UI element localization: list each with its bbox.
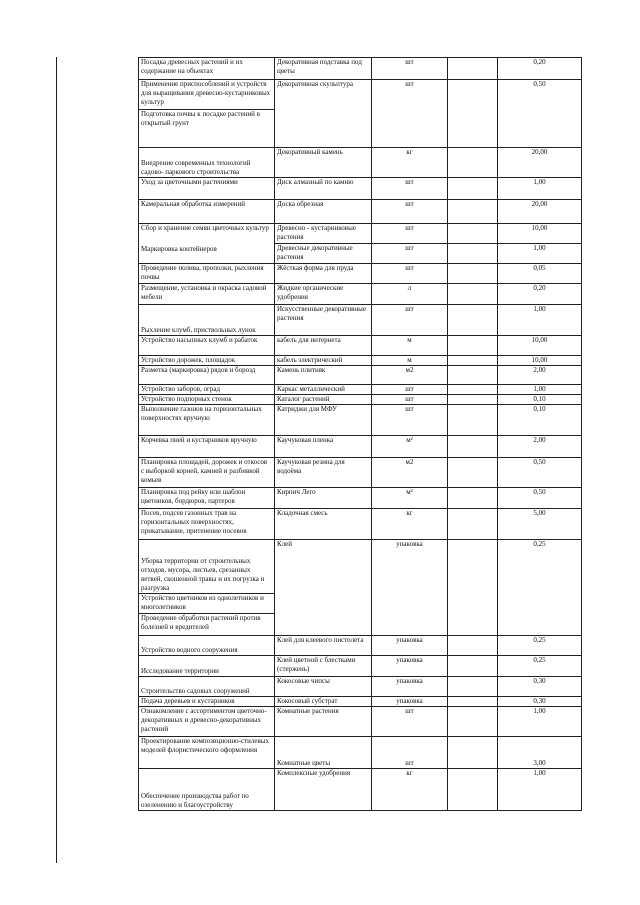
empty-cell bbox=[448, 244, 498, 264]
empty-cell bbox=[448, 509, 498, 540]
item-name-cell: Доска обрезная bbox=[275, 200, 372, 224]
empty-cell bbox=[448, 336, 498, 356]
item-qty-cell: 1,00 bbox=[498, 244, 582, 264]
item-name-cell: Декоративная скульптура bbox=[275, 80, 372, 148]
item-name-cell: Декоративный камень bbox=[275, 148, 372, 178]
item-name-cell: Каркас металлический bbox=[275, 385, 372, 395]
item-unit-cell: упаковка bbox=[372, 697, 448, 707]
item-qty-cell: 0,50 bbox=[498, 458, 582, 488]
work-cell: Корчевка пней и кустарников вручную bbox=[139, 436, 275, 458]
item-qty-cell: 0,50 bbox=[498, 80, 582, 148]
work-cell: Устройство насыпных клумб и рабаток bbox=[139, 336, 275, 356]
empty-cell bbox=[448, 656, 498, 677]
work-cell: Внедрение современных технологий садово- паркового строительства bbox=[139, 148, 275, 178]
empty-cell bbox=[448, 200, 498, 224]
empty-cell bbox=[448, 366, 498, 385]
item-name-cell: Каталог растений bbox=[275, 395, 372, 405]
table-row bbox=[139, 385, 582, 395]
table-row bbox=[139, 436, 582, 458]
item-qty-cell: 20,00 bbox=[498, 200, 582, 224]
empty-cell bbox=[448, 148, 498, 178]
item-unit-cell: шт bbox=[372, 178, 448, 200]
work-cell: Проведение обработки растений против болезней и вредителей bbox=[139, 614, 275, 636]
work-cell: Обеспечение производства работ по озеленению и благоустройству bbox=[139, 769, 275, 811]
table-row bbox=[139, 677, 582, 697]
empty-cell bbox=[448, 677, 498, 697]
item-name-cell: Декоративная подставка под цветы bbox=[275, 58, 372, 80]
work-cell: Устройство дорожек, площадок bbox=[139, 356, 275, 366]
item-qty-cell: 0,05 bbox=[498, 264, 582, 284]
item-unit-cell: шт bbox=[372, 264, 448, 284]
table-row bbox=[139, 509, 582, 540]
work-cell: Подача деревьев и кустарников bbox=[139, 697, 275, 707]
item-name-cell: Комнатные растения bbox=[275, 707, 372, 737]
work-cell bbox=[139, 224, 275, 264]
item-unit-cell: кг bbox=[372, 509, 448, 540]
item-qty-cell: 10,00 bbox=[498, 224, 582, 244]
item-unit-cell: шт bbox=[372, 305, 448, 336]
item-unit-cell: шт bbox=[372, 58, 448, 80]
table-row bbox=[139, 737, 582, 769]
table-row bbox=[139, 264, 582, 284]
item-unit-cell: упаковка bbox=[372, 636, 448, 656]
empty-cell bbox=[448, 395, 498, 405]
item-unit-cell: м2 bbox=[372, 366, 448, 385]
empty-cell bbox=[448, 224, 498, 244]
table-row bbox=[139, 178, 582, 200]
item-name-cell: кабель электрический bbox=[275, 356, 372, 366]
item-qty-cell: 0,50 bbox=[498, 488, 582, 509]
work-cell: Рыхление клумб, приствольных лунок bbox=[139, 305, 275, 336]
item-qty-cell: 0,10 bbox=[498, 395, 582, 405]
empty-cell bbox=[448, 737, 498, 769]
table-row bbox=[139, 356, 582, 366]
table-row bbox=[139, 458, 582, 488]
item-name-cell: кабель для интернета bbox=[275, 336, 372, 356]
work-cell: Строительство садовых сооружений bbox=[139, 677, 275, 697]
table-row bbox=[139, 336, 582, 356]
item-qty-cell: 1,00 bbox=[498, 385, 582, 395]
empty-cell bbox=[448, 769, 498, 811]
table-row bbox=[139, 395, 582, 405]
item-qty-cell: 1,00 bbox=[498, 178, 582, 200]
empty-cell bbox=[448, 58, 498, 80]
table-row bbox=[139, 58, 582, 80]
work-cell: Уход за цветочными растениями bbox=[139, 178, 275, 200]
item-unit-cell: шт bbox=[372, 244, 448, 264]
item-name-cell: Кокосовые чипсы bbox=[275, 677, 372, 697]
item-name-cell: Диск алмазный по камню bbox=[275, 178, 372, 200]
item-unit-cell: упаковка bbox=[372, 540, 448, 636]
empty-cell bbox=[448, 284, 498, 305]
item-unit-cell: л bbox=[372, 284, 448, 305]
item-qty-cell: 0,30 bbox=[498, 697, 582, 707]
work-cell: Ознакомление с ассортиментом цветочно-декоративных и древесно-декоративных растений bbox=[139, 707, 275, 737]
item-unit-cell: шт bbox=[372, 737, 448, 769]
empty-cell bbox=[448, 405, 498, 436]
work-cell: Планировка площадей, дорожек и откосов с выборкой корней, камней и разбивкой комьев bbox=[139, 458, 275, 488]
item-unit-cell: шт bbox=[372, 707, 448, 737]
item-name-cell: Клей цветной с блестками (стержень) bbox=[275, 656, 372, 677]
item-name-cell: Комнатные цветы bbox=[275, 737, 372, 769]
item-name-cell: Каучуковая пленка bbox=[275, 436, 372, 458]
empty-cell bbox=[448, 80, 498, 148]
table-row bbox=[139, 697, 582, 707]
table-row bbox=[139, 636, 582, 656]
table-row bbox=[139, 148, 582, 178]
empty-cell bbox=[448, 436, 498, 458]
work-cell: Исследование территории bbox=[139, 656, 275, 677]
work-cell: Устройство цветников из однолетников и многолетников bbox=[139, 594, 275, 614]
item-name-cell: Камень плитняк bbox=[275, 366, 372, 385]
item-name-cell: Древесные декоративные растения bbox=[275, 244, 372, 264]
item-name-cell: Комплексные удобрения bbox=[275, 769, 372, 811]
item-qty-cell: 2,00 bbox=[498, 366, 582, 385]
work-cell: Применение приспособлений и устройств для выращивания древесно-кустарниковых культур bbox=[139, 80, 275, 110]
item-unit-cell: м2 bbox=[372, 458, 448, 488]
table-row bbox=[139, 284, 582, 305]
item-unit-cell: шт bbox=[372, 395, 448, 405]
work-cell: Камеральная обработка измерений bbox=[139, 200, 275, 224]
item-qty-cell: 1,00 bbox=[498, 769, 582, 811]
item-name-cell: Клей bbox=[275, 540, 372, 636]
empty-cell bbox=[448, 636, 498, 656]
item-qty-cell: 10,00 bbox=[498, 356, 582, 366]
item-unit-cell: кг bbox=[372, 769, 448, 811]
item-unit-cell: упаковка bbox=[372, 656, 448, 677]
empty-cell bbox=[448, 488, 498, 509]
item-unit-cell: шт bbox=[372, 200, 448, 224]
item-name-cell: Клей для клеевого пистолета bbox=[275, 636, 372, 656]
item-unit-cell: шт bbox=[372, 80, 448, 148]
item-qty-cell: 1,00 bbox=[498, 305, 582, 336]
work-cell: Подготовка почвы к посадке растений в открытый грунт bbox=[139, 110, 275, 148]
item-name-cell: Древесно - кустарниковые растения bbox=[275, 224, 372, 244]
item-unit-cell: кг bbox=[372, 148, 448, 178]
work-cell: Посадка древесных растений и их содержание на объектах bbox=[139, 58, 275, 80]
empty-cell bbox=[448, 385, 498, 395]
item-name-cell: Кирпич Лего bbox=[275, 488, 372, 509]
item-name-cell: Каучуковая резина для водоёма bbox=[275, 458, 372, 488]
work-cell: Разметка (маркировка) рядов и борозд bbox=[139, 366, 275, 385]
table-row bbox=[139, 80, 582, 110]
empty-cell bbox=[448, 178, 498, 200]
work-cell: Посев, подсев газонных трав на горизонтальных поверхностях, прикатывание, притенение посевов bbox=[139, 509, 275, 540]
item-qty-cell: 0,25 bbox=[498, 656, 582, 677]
item-qty-cell: 2,00 bbox=[498, 436, 582, 458]
empty-cell bbox=[448, 305, 498, 336]
page-margin-line bbox=[56, 57, 57, 863]
empty-cell bbox=[448, 540, 498, 636]
item-unit-cell: м² bbox=[372, 488, 448, 509]
item-qty-cell: 0,20 bbox=[498, 284, 582, 305]
item-unit-cell: упаковка bbox=[372, 677, 448, 697]
work-cell: Проектирование композиционно-стилевых моделей флористического оформления bbox=[139, 737, 275, 769]
item-unit-cell: шт bbox=[372, 385, 448, 395]
item-qty-cell: 20,00 bbox=[498, 148, 582, 178]
item-name-cell: Искусственные декоративные растения bbox=[275, 305, 372, 336]
item-name-cell: Жидкие органические удобрения bbox=[275, 284, 372, 305]
item-unit-cell: шт bbox=[372, 224, 448, 244]
work-cell: Устройство водного сооружения bbox=[139, 636, 275, 656]
item-qty-cell: 0,10 bbox=[498, 405, 582, 436]
item-name-cell: Кокосовый субстрат bbox=[275, 697, 372, 707]
item-qty-cell: 1,00 bbox=[498, 707, 582, 737]
empty-cell bbox=[448, 707, 498, 737]
table-row bbox=[139, 769, 582, 811]
work-cell: Устройство заборов, оград bbox=[139, 385, 275, 395]
empty-cell bbox=[448, 697, 498, 707]
work-text: Маркировка контейнеров bbox=[141, 245, 217, 253]
work-cell: Планировка под рейку или шаблон цветников, бордюров, партеров bbox=[139, 488, 275, 509]
work-text: Сбор и хранение семян цветочных культур bbox=[141, 224, 269, 232]
item-qty-cell: 0,20 bbox=[498, 58, 582, 80]
equipment-materials-table bbox=[138, 57, 582, 811]
empty-cell bbox=[448, 458, 498, 488]
work-cell: Уборка территории от строительных отходов, мусора, листьев, срезанных ветвей, скошенной травы и их погрузка и разгрузка bbox=[139, 540, 275, 594]
item-name-cell: Катриджи для МФУ bbox=[275, 405, 372, 436]
work-cell: Размещение, установка и окраска садовой мебели bbox=[139, 284, 275, 305]
empty-cell bbox=[448, 356, 498, 366]
table-row bbox=[139, 405, 582, 436]
item-name-cell: Жёсткая форма для пруда bbox=[275, 264, 372, 284]
item-unit-cell: шт bbox=[372, 405, 448, 436]
table-row bbox=[139, 488, 582, 509]
table-row bbox=[139, 540, 582, 594]
table-row bbox=[139, 707, 582, 737]
work-cell: Выполнение газонов на горизонтальных поверхностях вручную bbox=[139, 405, 275, 436]
item-unit-cell: м bbox=[372, 336, 448, 356]
work-cell: Проведение полива, прополки, рыхления почвы bbox=[139, 264, 275, 284]
item-qty-cell: 0,25 bbox=[498, 636, 582, 656]
item-qty-cell: 5,00 bbox=[498, 509, 582, 540]
table-row bbox=[139, 656, 582, 677]
empty-cell bbox=[448, 264, 498, 284]
item-qty-cell: 0,25 bbox=[498, 540, 582, 636]
table-row bbox=[139, 200, 582, 224]
item-qty-cell: 10,00 bbox=[498, 336, 582, 356]
table-row bbox=[139, 366, 582, 385]
item-unit-cell: м² bbox=[372, 436, 448, 458]
item-unit-cell: м bbox=[372, 356, 448, 366]
work-cell: Устройство подпорных стенок bbox=[139, 395, 275, 405]
item-name-cell: Кладочная смесь bbox=[275, 509, 372, 540]
table-row bbox=[139, 305, 582, 336]
item-qty-cell: 3,00 bbox=[498, 737, 582, 769]
item-qty-cell: 0,30 bbox=[498, 677, 582, 697]
table-row bbox=[139, 224, 582, 244]
